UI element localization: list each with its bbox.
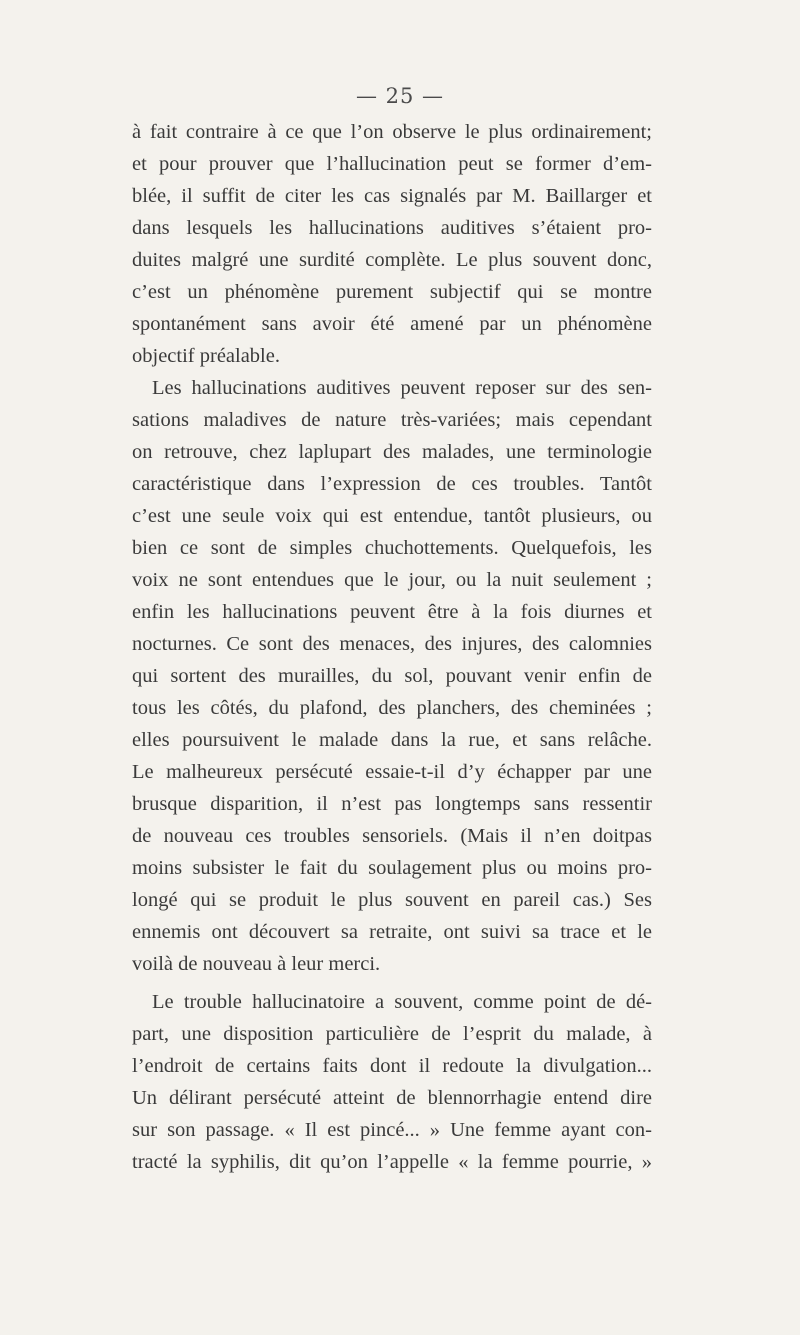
text-line: qui sortent des murailles, du sol, pouvant venir enfin de (132, 665, 652, 687)
text-line: duites malgré une surdité complète. Le plus souvent donc, (132, 249, 652, 271)
text-line: de nouveau ces troubles sensoriels. (Mais il n’en doitpas (132, 825, 652, 847)
text-line: tracté la syphilis, dit qu’on l’appelle « la femme pourrie, » (132, 1151, 652, 1173)
text-line: moins subsister le fait du soulagement plus ou moins pro- (132, 857, 652, 879)
text-line: longé qui se produit le plus souvent en pareil cas.) Ses (132, 889, 652, 911)
text-line: blée, il suffit de citer les cas signalés par M. Baillarger et (132, 185, 652, 207)
text-line: l’endroit de certains faits dont il redoute la divulgation... (132, 1055, 652, 1077)
paragraph-1 (132, 116, 652, 372)
text-line: et pour prouver que l’hallucination peut se former d’em- (132, 153, 652, 175)
text-line: brusque disparition, il n’est pas longtemps sans ressentir (132, 793, 652, 815)
text-line: tous les côtés, du plafond, des planchers, des cheminées ; (132, 697, 652, 719)
text-line: elles poursuivent le malade dans la rue, et sans relâche. (132, 729, 652, 751)
text-line: sations maladives de nature très-variées; mais cependant (132, 409, 652, 431)
text-line: c’est un phénomène purement subjectif qui se montre (132, 281, 652, 303)
text-line: nocturnes. Ce sont des menaces, des injures, des calomnies (132, 633, 652, 655)
text-line: c’est une seule voix qui est entendue, tantôt plusieurs, ou (132, 505, 652, 527)
text-line: voix ne sont entendues que le jour, ou la nuit seulement ; (132, 569, 652, 591)
text-line: sur son passage. « Il est pincé... » Une femme ayant con- (132, 1119, 652, 1141)
text-line: caractéristique dans l’expression de ces troubles. Tantôt (132, 473, 652, 495)
body-text (132, 116, 652, 1178)
text-line: enfin les hallucinations peuvent être à la fois diurnes et (132, 601, 652, 623)
text-line: on retrouve, chez laplupart des malades, une terminologie (132, 441, 652, 463)
text-line: part, une disposition particulière de l’esprit du malade, à (132, 1023, 652, 1045)
text-line: Le trouble hallucinatoire a souvent, comme point de dé- (152, 991, 652, 1013)
text-line: dans lesquels les hallucinations auditives s’étaient pro- (132, 217, 652, 239)
text-line: ennemis ont découvert sa retraite, ont suivi sa trace et le (132, 921, 652, 943)
text-line: Le malheureux persécuté essaie-t-il d’y échapper par une (132, 761, 652, 783)
text-line: voilà de nouveau à leur merci. (132, 953, 381, 975)
paragraph-2 (132, 372, 652, 980)
text-line: spontanément sans avoir été amené par un phénomène (132, 313, 652, 335)
text-line: Un délirant persécuté atteint de blennorrhagie entend dire (132, 1087, 652, 1109)
paragraph-3 (132, 986, 652, 1178)
text-line: objectif préalable. (132, 345, 280, 367)
page-number: — 25 — (355, 84, 445, 108)
text-line: à fait contraire à ce que l’on observe le plus ordinairement; (132, 121, 652, 143)
text-line: Les hallucinations auditives peuvent reposer sur des sen- (152, 377, 652, 399)
text-line: bien ce sont de simples chuchottements. Quelquefois, les (132, 537, 652, 559)
